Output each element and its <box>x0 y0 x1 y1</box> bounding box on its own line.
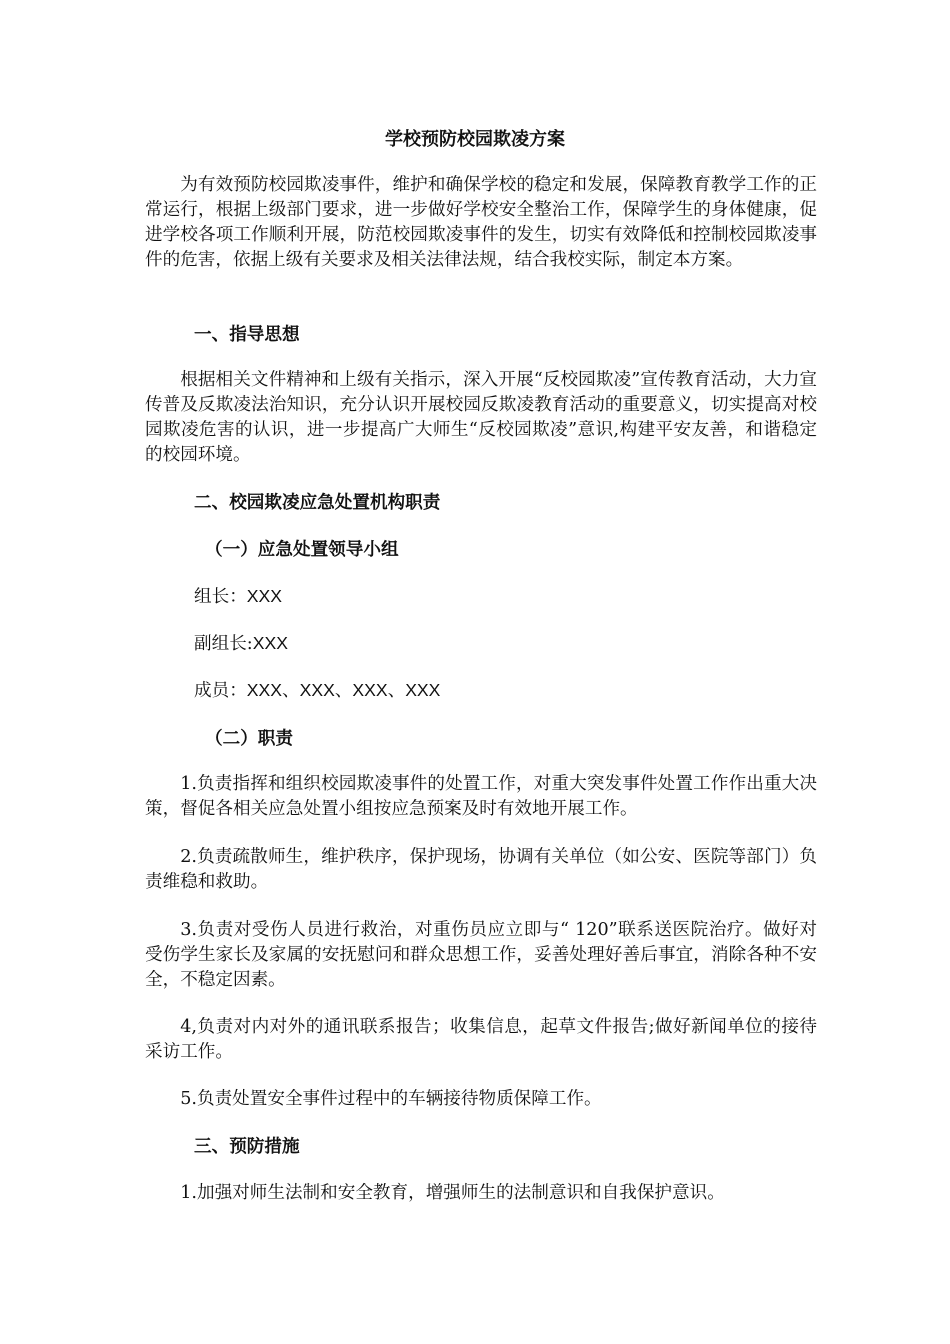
subheading-leadership-group: （一）应急处置领导小组 <box>205 539 399 560</box>
duty-item: 4,负责对内对外的通讯联系报告；收集信息，起草文件报告;做好新闻单位的接待采访工作。 <box>145 1017 817 1062</box>
subheading-duties: （二）职责 <box>205 728 293 749</box>
intro-paragraph: 为有效预防校园欺凌事件，维护和确保学校的稳定和发展，保障教育教学工作的正常运行，根据上级部门要求，进一步做好学校安全整治工作，保障学生的身体健康，促进学校各项工作顺利开展，防范校园欺凌事件的发生，切实有效降低和控制校园欺凌事件的危害，依据上级有关要求及相关法律法规，结合我校实际，制定本方案。 <box>145 175 817 270</box>
members-line <box>194 678 440 704</box>
guiding-principle-paragraph: 根据相关文件精神和上级有关指示，深入开展“反校园欺凌”宣传教育活动，大力宣传普及反欺凌法治知识，充分认识开展校园反欺凌教育活动的重要意义，切实提高对校园欺凌危害的认识，进一步提高广大师生“反校园欺凌”意识,构建平安友善，和谐稳定的校园环境。 <box>145 370 817 465</box>
duty-item: 2.负责疏散师生，维护秩序，保护现场，协调有关单位（如公安、医院等部门）负责维稳和救助。 <box>145 847 817 892</box>
section-heading-prevention: 三、预防措施 <box>194 1136 300 1157</box>
members-label: 成员： <box>194 681 247 701</box>
document-title: 学校预防校园欺凌方案 <box>385 129 565 150</box>
duty-item: 1.负责指挥和组织校园欺凌事件的处置工作，对重大突发事件处置工作作出重大决策，督促各相关应急处置小组按应急预案及时有效地开展工作。 <box>145 774 817 819</box>
deputy-label: 副组长: <box>194 634 253 654</box>
deputy-leader-line <box>194 631 288 657</box>
duty-item: 3.负责对受伤人员进行救治，对重伤员应立即与“ 120”联系送医院治疗。做好对受伤学生家长及家属的安抚慰问和群众思想工作，妥善处理好善后事宜，消除各种不安全，不稳定因素。 <box>145 920 817 990</box>
leader-value: XXX <box>246 586 283 606</box>
leader-label: 组长： <box>194 587 247 607</box>
section-heading-guiding-principle: 一、指导思想 <box>194 324 300 345</box>
leader-line <box>194 584 282 610</box>
duty-item: 5.负责处置安全事件过程中的车辆接待物质保障工作。 <box>180 1089 602 1109</box>
deputy-value: XXX <box>252 633 288 653</box>
members-value: XXX、XXX、XXX、XXX <box>246 680 441 700</box>
prevention-item: 1.加强对师生法制和安全教育，增强师生的法制意识和自我保护意识。 <box>180 1183 725 1203</box>
section-heading-emergency-organization: 二、校园欺凌应急处置机构职责 <box>194 492 441 513</box>
